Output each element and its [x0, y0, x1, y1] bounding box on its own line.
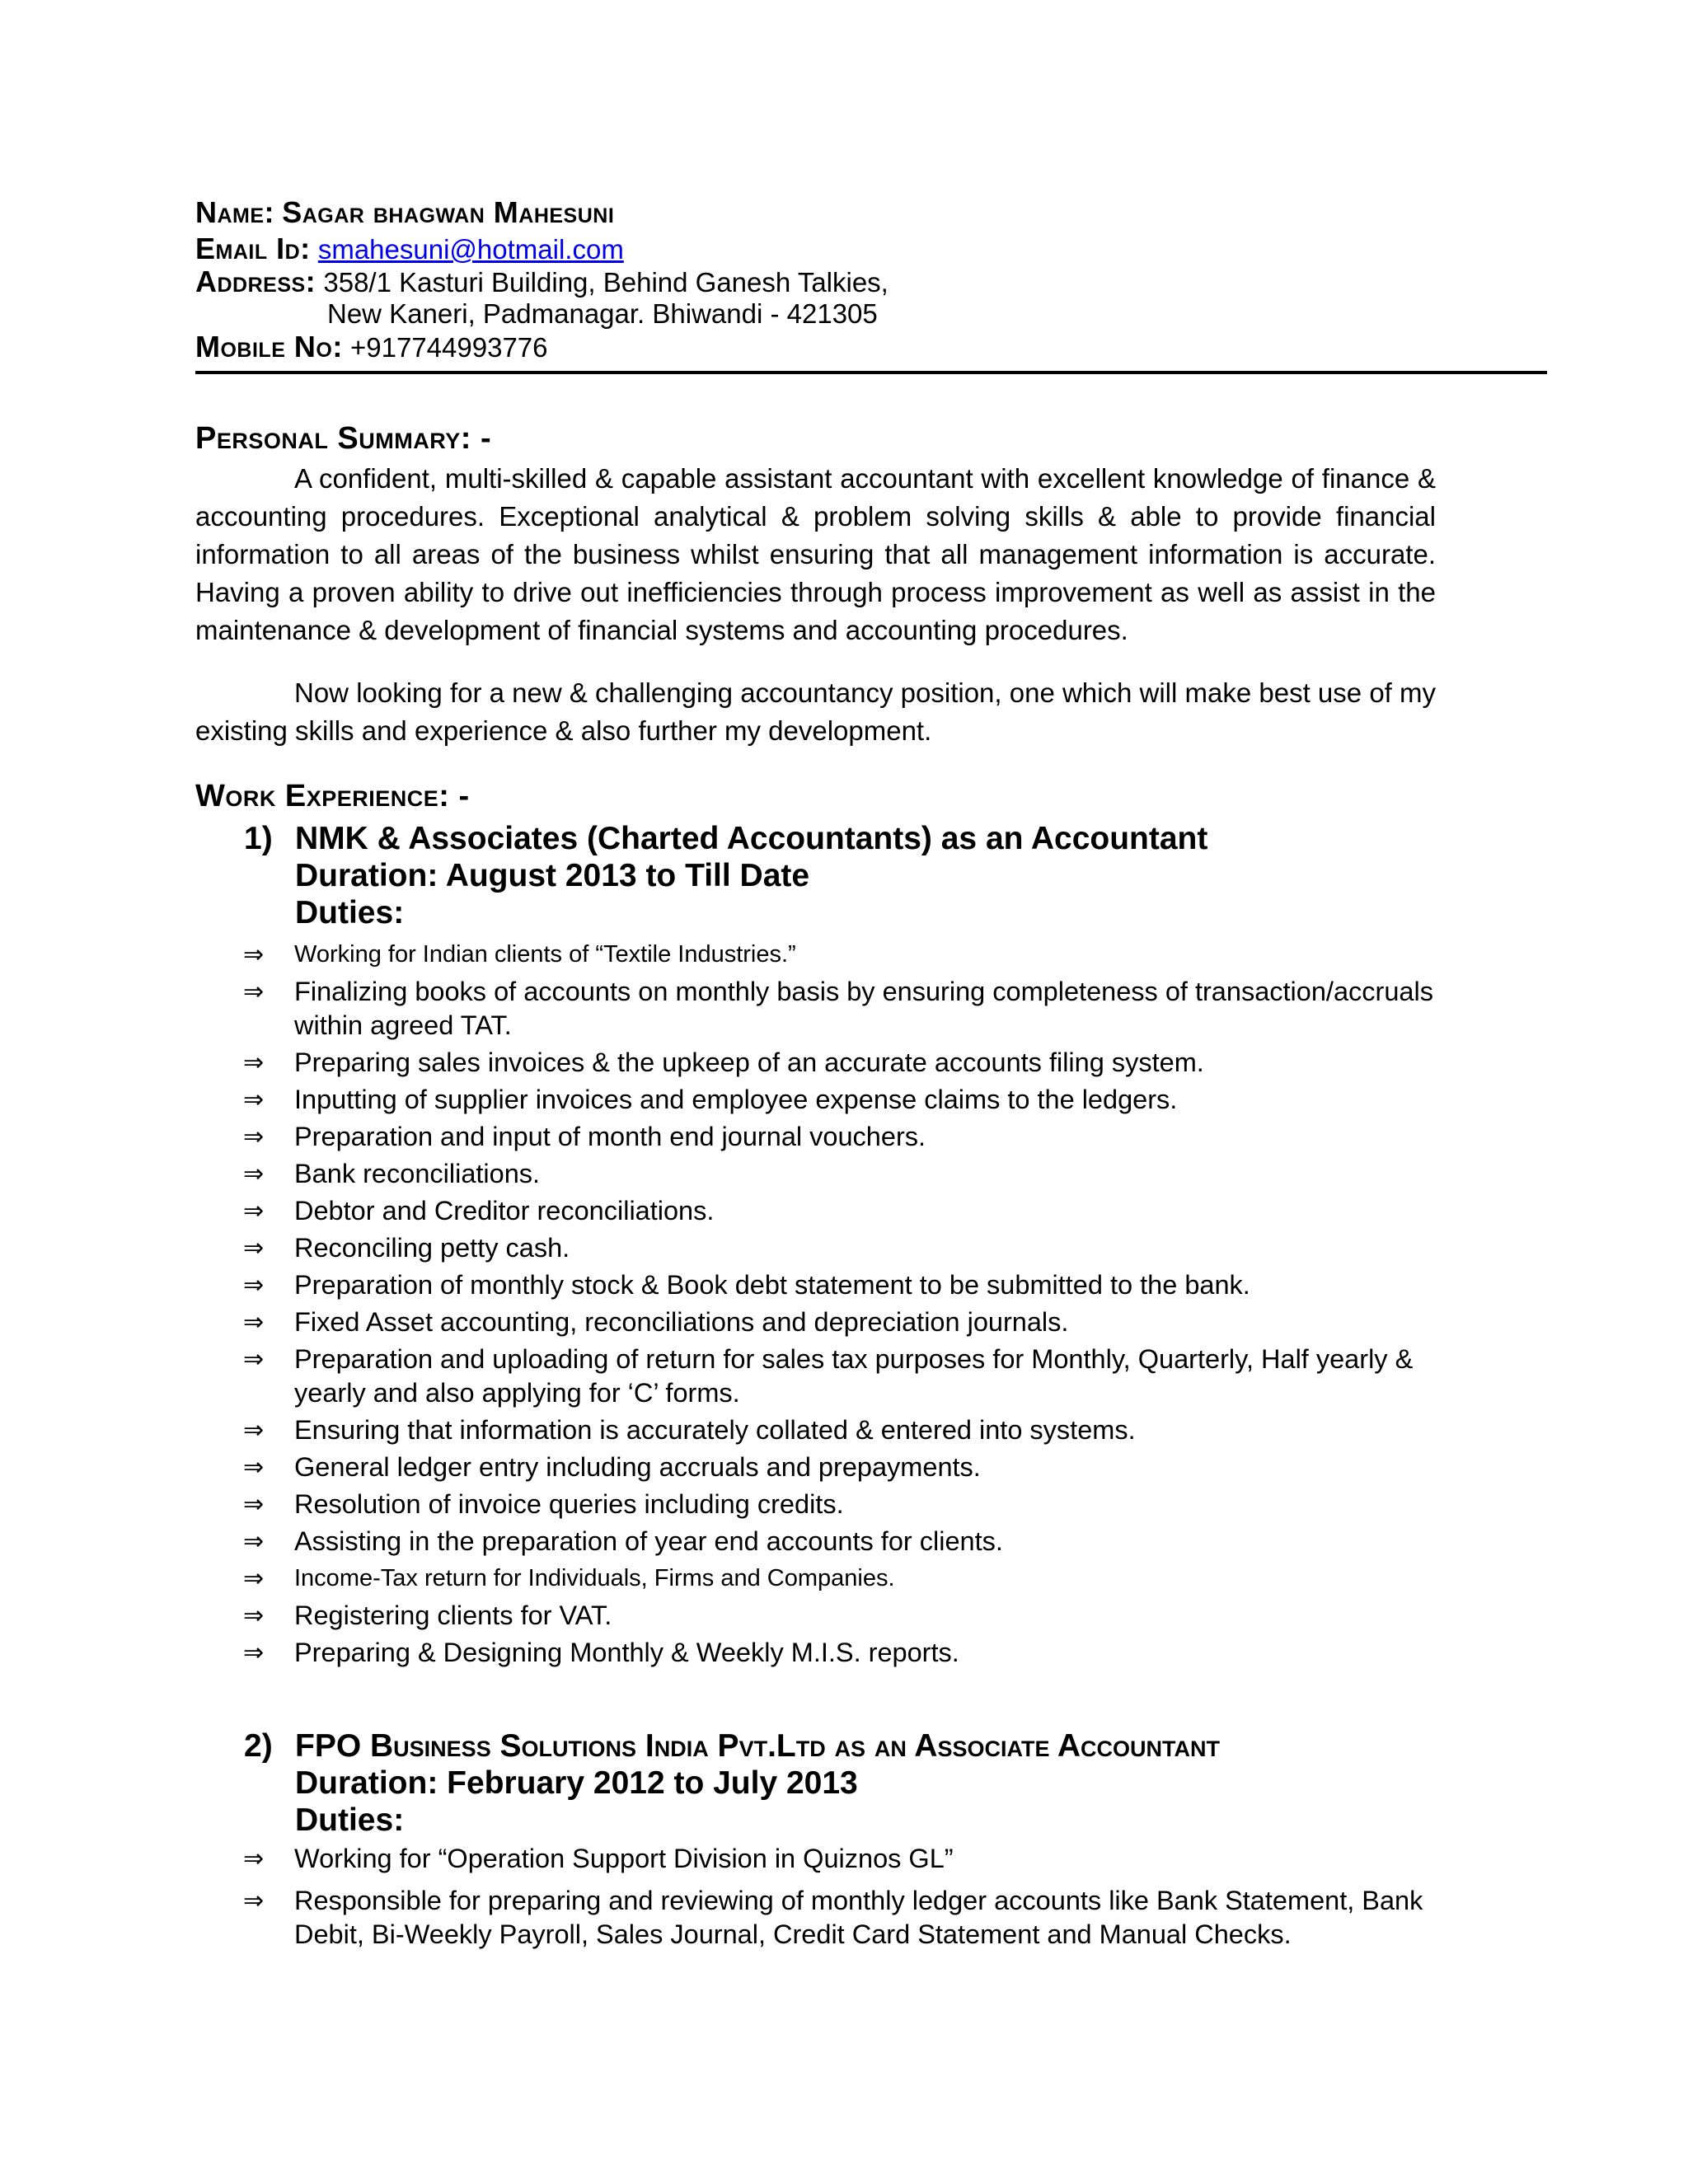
arrow-icon: ⇒ — [243, 1160, 265, 1188]
arrow-icon: ⇒ — [243, 1601, 265, 1630]
job-2-number: 2) — [244, 1728, 273, 1764]
arrow-icon: ⇒ — [243, 1527, 265, 1556]
mobile-row — [195, 330, 1547, 364]
list-item — [243, 1268, 1438, 1302]
summary-paragraph-2-text: Now looking for a new & challenging accountancy position, one which will make best use of my existing skills and experience & also further my development. — [195, 677, 1436, 746]
arrow-icon: ⇒ — [243, 1345, 265, 1374]
mobile-value: +917744993776 — [350, 332, 548, 363]
arrow-icon: ⇒ — [243, 1197, 265, 1226]
job-1-number: 1) — [244, 821, 273, 856]
duty-text: Working for “Operation Support Division in Quiznos GL” — [294, 1844, 954, 1873]
list-item — [243, 1120, 1438, 1154]
list-item — [243, 1305, 1438, 1339]
mobile-label: Mobile No: — [195, 330, 343, 363]
arrow-icon: ⇒ — [243, 1271, 265, 1300]
email-row — [195, 232, 1547, 266]
list-item — [243, 1525, 1438, 1558]
arrow-icon: ⇒ — [243, 1048, 265, 1077]
job-1-title: NMK & Associates (Charted Accountants) as an Accountant — [295, 821, 1208, 856]
address-row — [195, 265, 1547, 299]
list-item — [243, 1157, 1438, 1191]
duty-text: Assisting in the preparation of year end accounts for clients. — [294, 1526, 1003, 1556]
job-2-title: FPO Business Solutions India Pvt.Ltd as an Associate Accountant — [295, 1728, 1220, 1764]
duty-text: Preparing & Designing Monthly & Weekly M.I.S. reports. — [294, 1638, 959, 1667]
list-item — [243, 1884, 1438, 1952]
header-divider — [195, 371, 1547, 374]
duty-text: Finalizing books of accounts on monthly basis by ensuring completeness of transaction/accruals within agreed TAT. — [294, 977, 1433, 1040]
arrow-icon: ⇒ — [243, 1886, 265, 1915]
duty-text: Responsible for preparing and reviewing of monthly ledger accounts like Bank Statement, Bank Debit, Bi-Weekly Payroll, Sales Journal, Credit Card Statement and Manual Checks. — [294, 1886, 1423, 1949]
list-item — [243, 1083, 1438, 1117]
duty-text: Inputting of supplier invoices and employee expense claims to the ledgers. — [294, 1085, 1178, 1114]
address-line-1: 358/1 Kasturi Building, Behind Ganesh Talkies, — [323, 267, 889, 298]
job-2-duties-label: Duties: — [295, 1802, 405, 1838]
arrow-icon: ⇒ — [243, 1122, 265, 1151]
duty-text: General ledger entry including accruals and prepayments. — [294, 1452, 981, 1482]
arrow-icon: ⇒ — [243, 1844, 265, 1873]
experience-title: Work Experience: - — [195, 779, 470, 813]
duty-text: Bank reconciliations. — [294, 1159, 541, 1188]
name-row — [195, 196, 1547, 230]
job-1-duties-label: Duties: — [295, 895, 405, 930]
name-label: Name: — [195, 195, 275, 229]
list-item — [243, 1451, 1438, 1484]
list-item — [243, 1194, 1438, 1228]
arrow-icon: ⇒ — [243, 940, 265, 969]
summary-paragraph-1-text: A confident, multi-skilled & capable assistant accountant with excellent knowledge of finance & accounting procedures. Exceptional analytical & problem solving skills & able to provide financial information to all areas of the business whilst ensuring that all management information is accurate. Having a proven ability to drive out inefficiencies through process improvement as well as assist in the maintenance & development of financial systems and accounting procedures. — [195, 463, 1436, 645]
list-item — [243, 1599, 1438, 1633]
arrow-icon: ⇒ — [243, 977, 265, 1006]
email-label: Email Id: — [195, 232, 311, 265]
duty-text: Debtor and Creditor reconciliations. — [294, 1196, 715, 1226]
list-item — [243, 1842, 1438, 1876]
duty-text: Fixed Asset accounting, reconciliations and depreciation journals. — [294, 1307, 1069, 1337]
list-item — [243, 1562, 1438, 1596]
list-item — [243, 1488, 1438, 1521]
arrow-icon: ⇒ — [243, 1638, 265, 1667]
job-1-duration: Duration: August 2013 to Till Date — [295, 858, 810, 893]
list-item — [243, 1046, 1438, 1080]
duty-text: Preparation and uploading of return for sales tax purposes for Monthly, Quarterly, Half yearly & yearly and also applying for ‘C’ forms. — [294, 1344, 1414, 1408]
arrow-icon: ⇒ — [243, 1453, 265, 1482]
summary-paragraph-2 — [195, 674, 1436, 750]
arrow-icon: ⇒ — [243, 1564, 265, 1593]
job-2-duration: Duration: February 2012 to July 2013 — [295, 1765, 858, 1801]
duty-text: Resolution of invoice queries including credits. — [294, 1489, 844, 1519]
address-line-2: New Kaneri, Padmanagar. Bhiwandi - 421305 — [327, 298, 878, 329]
address-label: Address: — [195, 265, 316, 298]
list-item — [243, 1343, 1438, 1410]
duty-text: Working for Indian clients of “Textile Industries.” — [294, 941, 796, 968]
job-1-duties-list — [243, 938, 1438, 1673]
duty-text: Registering clients for VAT. — [294, 1601, 612, 1630]
arrow-icon: ⇒ — [243, 1308, 265, 1337]
duty-text: Preparing sales invoices & the upkeep of an accurate accounts filing system. — [294, 1047, 1204, 1077]
arrow-icon: ⇒ — [243, 1085, 265, 1114]
job-1-heading — [244, 820, 1207, 931]
job-2-heading — [244, 1727, 1220, 1839]
arrow-icon: ⇒ — [243, 1490, 265, 1519]
job-2-duties-list — [243, 1842, 1438, 1955]
name-value: Sagar bhagwan Mahesuni — [282, 195, 615, 229]
list-item — [243, 1413, 1438, 1447]
summary-title: Personal Summary: - — [195, 421, 492, 456]
list-item — [243, 1231, 1438, 1265]
duty-text: Income-Tax return for Individuals, Firms and Companies. — [294, 1565, 895, 1591]
email-link[interactable]: smahesuni@hotmail.com — [317, 234, 624, 265]
summary-paragraph-1 — [195, 460, 1436, 649]
duty-text: Reconciling petty cash. — [294, 1233, 570, 1263]
arrow-icon: ⇒ — [243, 1416, 265, 1445]
list-item — [243, 938, 1438, 972]
list-item — [243, 975, 1438, 1043]
duty-text: Preparation and input of month end journal vouchers. — [294, 1122, 926, 1151]
list-item — [243, 1636, 1438, 1670]
duty-text: Preparation of monthly stock & Book debt statement to be submitted to the bank. — [294, 1270, 1250, 1300]
arrow-icon: ⇒ — [243, 1234, 265, 1263]
duty-text: Ensuring that information is accurately collated & entered into systems. — [294, 1415, 1136, 1445]
